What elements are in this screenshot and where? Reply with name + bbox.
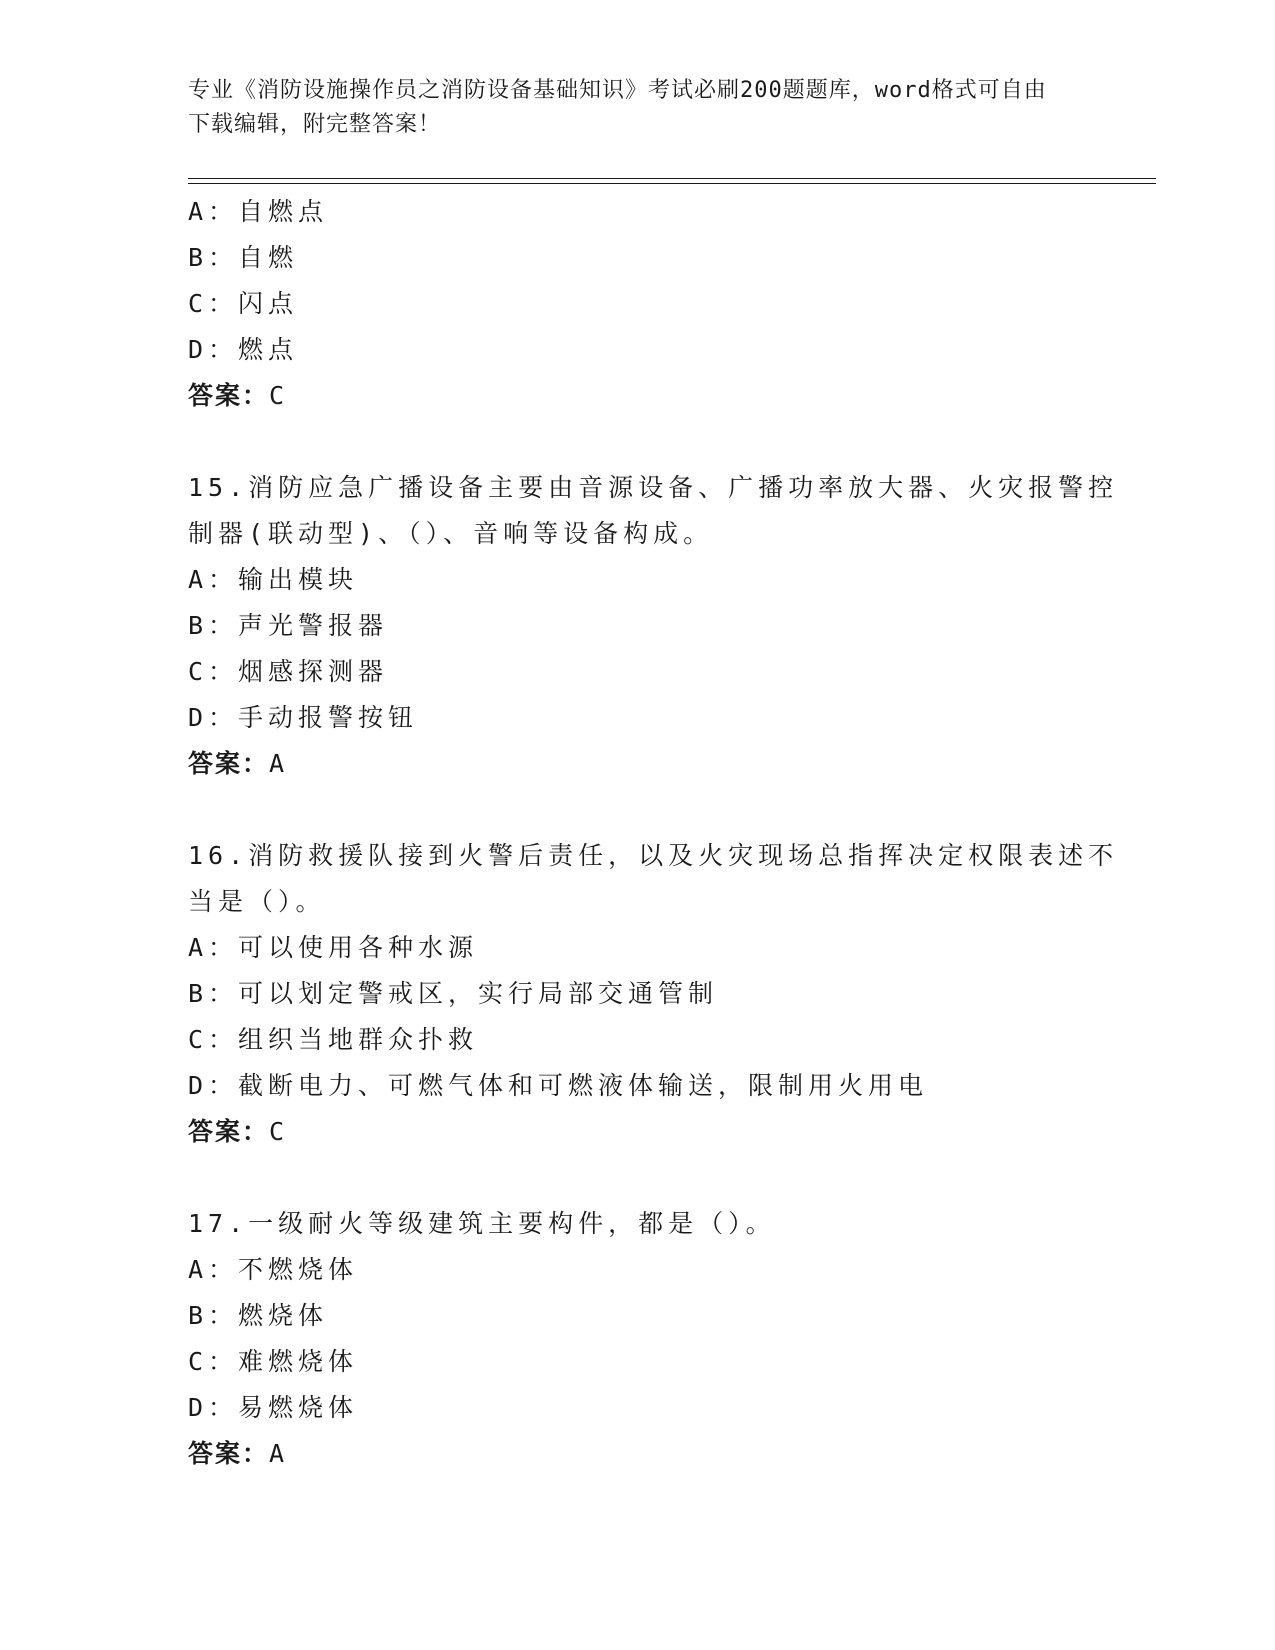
option-c: C：难燃烧体 [188, 1347, 359, 1376]
answer [188, 373, 1108, 419]
question-stem-line-1: 15.消防应急广播设备主要由音源设备、广播功率放大器、火灾报警控 [188, 473, 1119, 502]
spacer [188, 419, 1108, 465]
option-d: D：截断电力、可燃气体和可燃液体输送，限制用火用电 [188, 1071, 929, 1100]
option-a: A：可以使用各种水源 [188, 933, 479, 962]
option-d: D：手动报警按钮 [188, 703, 419, 732]
answer [188, 741, 1108, 787]
question-15 [188, 465, 1119, 787]
document-header: 专业《消防设施操作员之消防设备基础知识》考试必刷200题题库，word格式可自由下载编辑，附完整答案！ [188, 78, 1047, 137]
answer-label: 答案： [188, 381, 270, 410]
answer [188, 1431, 1108, 1477]
spacer [188, 1155, 1108, 1201]
question-16 [188, 833, 1119, 1155]
option-a: A：不燃烧体 [188, 1255, 359, 1284]
answer-label: 答案： [188, 749, 270, 778]
question-stem-line-1: 17.一级耐火等级建筑主要构件，都是（）。 [188, 1209, 776, 1238]
option-b: B：声光警报器 [188, 611, 389, 640]
question-stem-line-2: 制器(联动型)、（）、音响等设备构成。 [188, 519, 714, 548]
option-d: D：燃点 [188, 335, 299, 364]
option-c: C：闪点 [188, 289, 299, 318]
answer-value: A [269, 749, 287, 778]
answer-label: 答案： [188, 1439, 270, 1468]
option-a: A：输出模块 [188, 565, 359, 594]
answer-value: C [269, 1117, 287, 1146]
answer-label: 答案： [188, 1117, 270, 1146]
answer-value: C [269, 381, 287, 410]
question-14 [188, 189, 1108, 419]
option-b: B：可以划定警戒区，实行局部交通管制 [188, 979, 719, 1008]
question-stem-line-2: 当是（）。 [188, 887, 326, 916]
question-17 [188, 1201, 1108, 1477]
answer [188, 1109, 1108, 1155]
spacer [188, 787, 1108, 833]
question-list [188, 189, 1119, 1477]
option-d: D：易燃烧体 [188, 1393, 359, 1422]
option-c: C：烟感探测器 [188, 657, 389, 686]
answer-value: A [269, 1439, 287, 1468]
option-a: A：自燃点 [188, 197, 329, 226]
question-stem-line-1: 16.消防救援队接到火警后责任，以及火灾现场总指挥决定权限表述不 [188, 841, 1119, 870]
option-b: B：自燃 [188, 243, 299, 272]
header-divider [188, 178, 1156, 184]
option-c: C：组织当地群众扑救 [188, 1025, 479, 1054]
option-b: B：燃烧体 [188, 1301, 329, 1330]
